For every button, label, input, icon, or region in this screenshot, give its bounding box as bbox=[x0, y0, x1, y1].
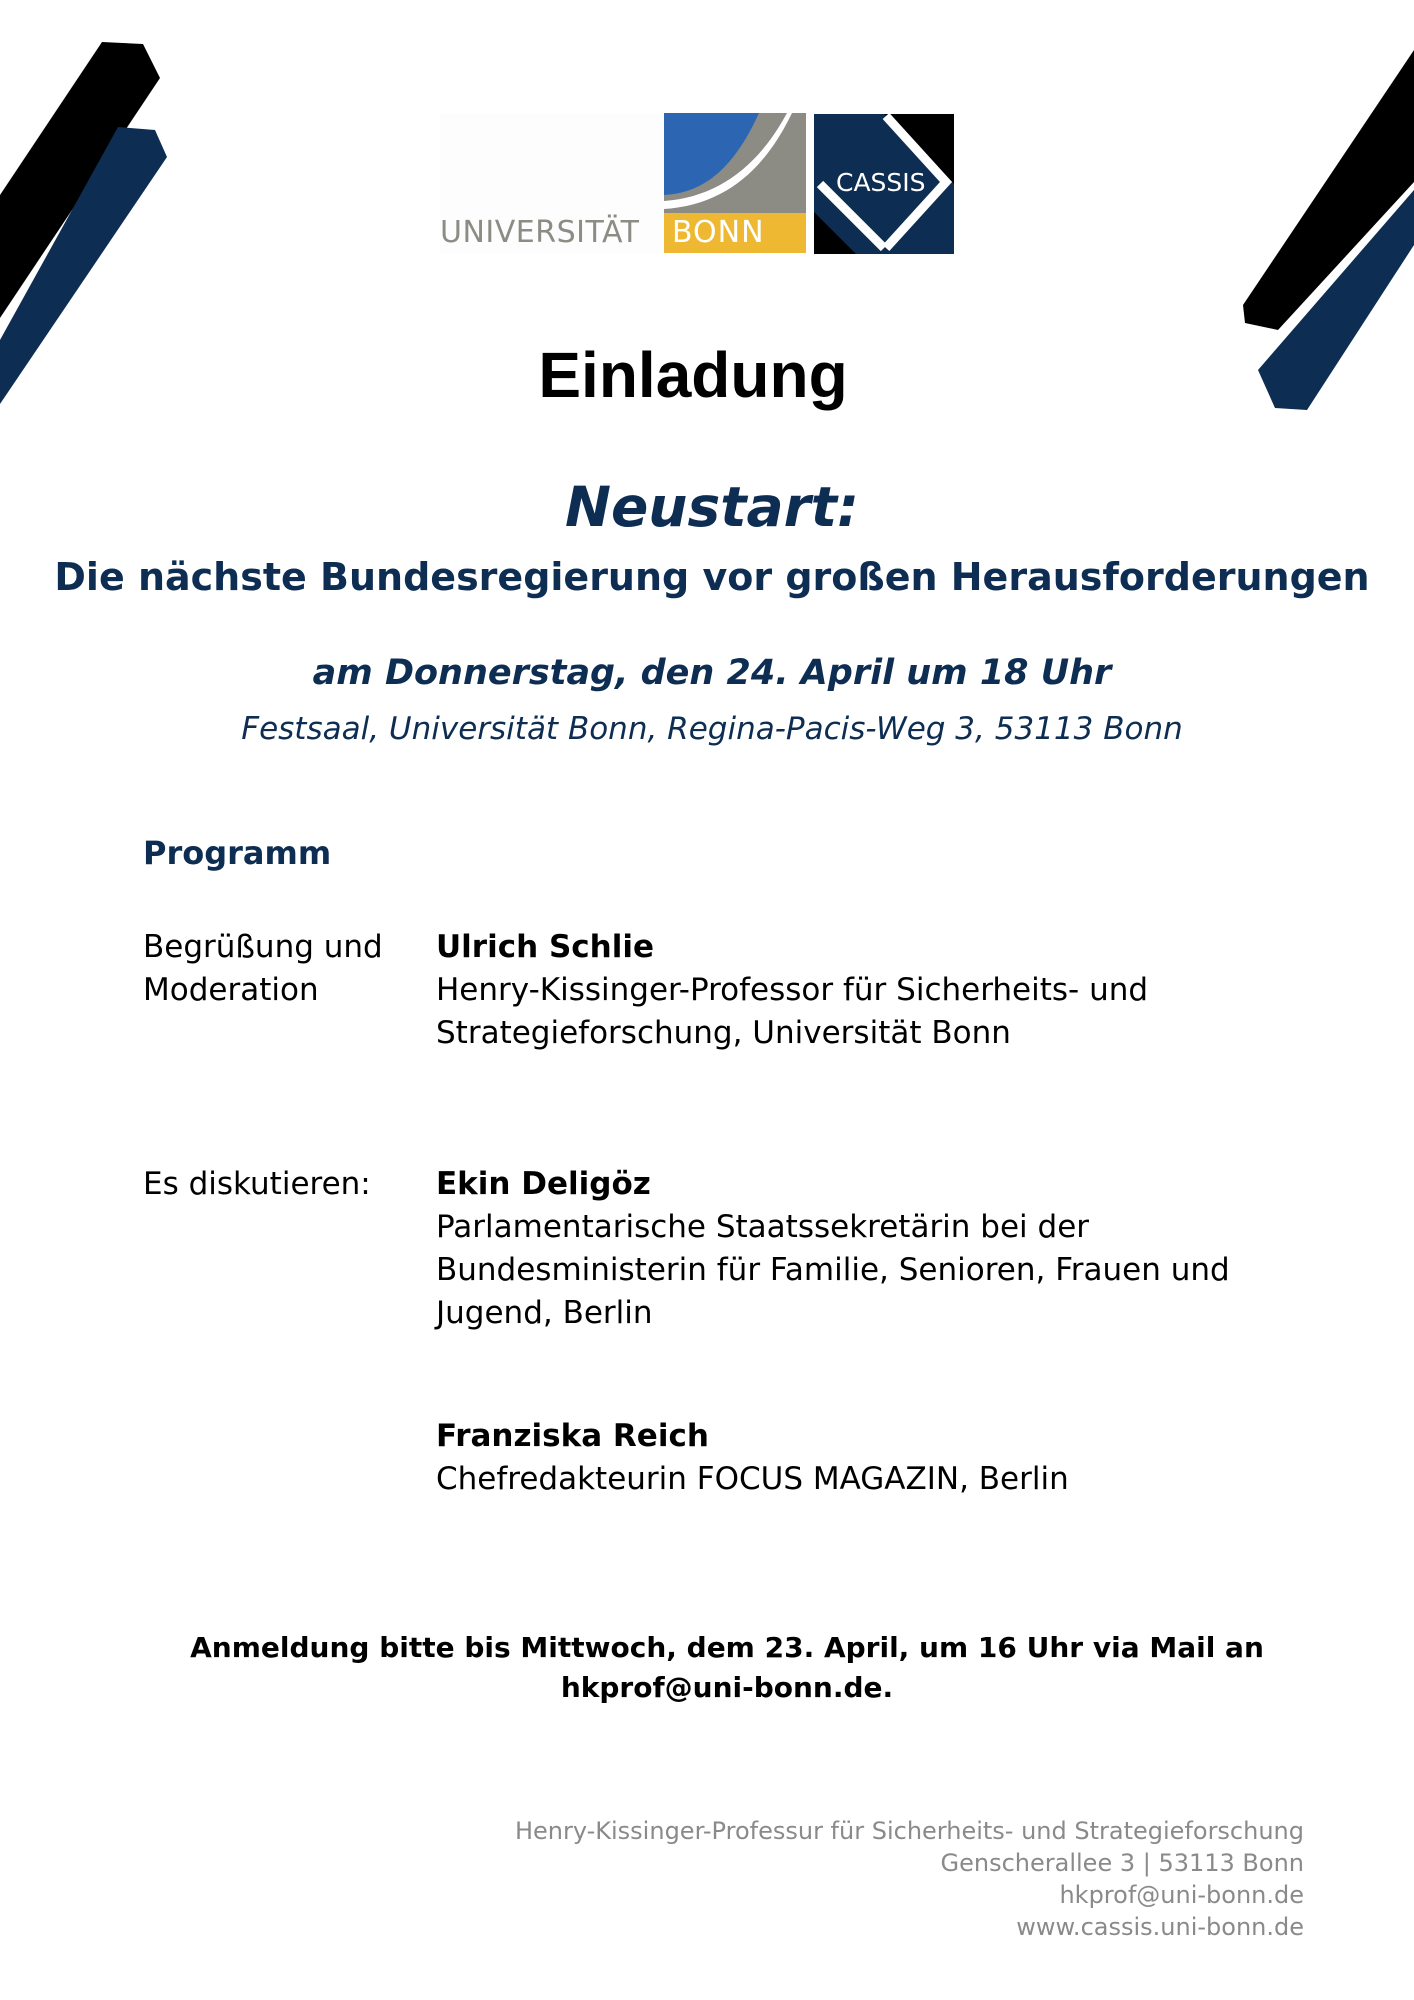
event-date: am Donnerstag, den 24. April um 18 Uhr bbox=[312, 653, 1112, 693]
right-black-stripe bbox=[1243, 50, 1414, 330]
footer-address bbox=[515, 1815, 1304, 1943]
speaker-role: Henry-Kissinger-Professor für Sicherheits- und Strategieforschung, Universität Bonn bbox=[436, 972, 1149, 1051]
logo-graphic bbox=[664, 113, 806, 213]
registration-note: Anmeldung bitte bis Mittwoch, dem 23. April, um 16 Uhr via Mail an hkprof@uni-bonn.de. bbox=[190, 1631, 1264, 1704]
speaker-name: Franziska Reich bbox=[436, 1418, 709, 1454]
speaker-name: Ulrich Schlie bbox=[436, 929, 654, 965]
program-row-person bbox=[436, 1163, 1236, 1335]
logo-bonn-box bbox=[664, 213, 806, 253]
universitaet-bonn-logo bbox=[440, 113, 806, 253]
footer-email: hkprof@uni-bonn.de bbox=[1059, 1881, 1304, 1909]
program-row-person bbox=[436, 1415, 1236, 1501]
cassis-logo bbox=[814, 114, 954, 254]
program-row-label: Begrüßung und Moderation bbox=[143, 929, 383, 1008]
headline-subtitle: Die nächste Bundesregierung vor großen Herausforderungen bbox=[54, 555, 1370, 599]
footer-website: www.cassis.uni-bonn.de bbox=[1016, 1913, 1304, 1941]
speaker-name: Ekin Deligöz bbox=[436, 1166, 651, 1202]
footer-street: Genscherallee 3 | 53113 Bonn bbox=[940, 1849, 1304, 1877]
program-row-person bbox=[436, 926, 1236, 1055]
logo-bonn-word: BONN bbox=[672, 215, 765, 250]
cassis-logo-text: CASSIS bbox=[836, 168, 926, 197]
logo-university-word: UNIVERSITÄT bbox=[440, 215, 640, 250]
event-venue: Festsaal, Universität Bonn, Regina-Pacis-Weg 3, 53113 Bonn bbox=[241, 711, 1183, 747]
headline-main: Neustart: bbox=[564, 475, 860, 539]
program-heading: Programm bbox=[143, 834, 332, 872]
speaker-role: Chefredakteurin FOCUS MAGAZIN, Berlin bbox=[436, 1461, 1069, 1497]
page-title: Einladung bbox=[538, 339, 848, 411]
speaker-role: Parlamentarische Staatssekretärin bei der Bundesministerin für Familie, Senioren, Frauen und Jugend, Berlin bbox=[436, 1209, 1230, 1331]
program-row-label: Es diskutieren: bbox=[143, 1166, 371, 1202]
footer-institution: Henry-Kissinger-Professur für Sicherheits- und Strategieforschung bbox=[514, 1817, 1304, 1845]
